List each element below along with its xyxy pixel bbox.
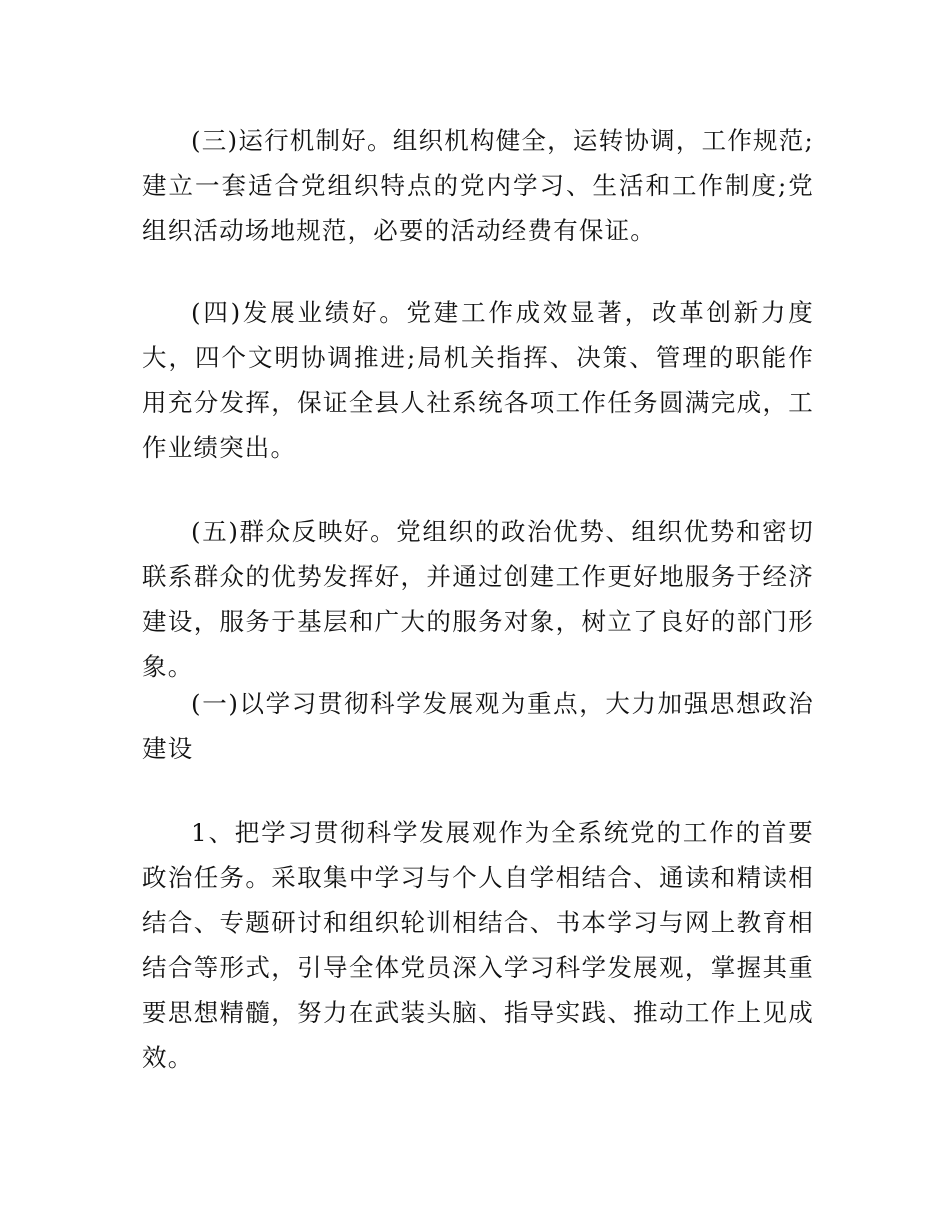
paragraph-study-item-1: 1、把学习贯彻科学发展观作为全系统党的工作的首要政治任务。采取集中学习与个人自学相结合、通读和精读相结合、专题研讨和组织轮训相结合、书本学习与网上教育相结合等形式，引导全体党员深入学习科学发展观，掌握其重要思想精髓，努力在武装头脑、指导实践、推动工作上见成效。 <box>142 818 814 1072</box>
paragraph-development-performance: (四)发展业绩好。党建工作成效显著，改革创新力度大，四个文明协调推进;局机关指挥、决策、管理的职能作用充分发挥，保证全县人社系统各项工作任务圆满完成，工作业绩突出。 <box>142 298 814 462</box>
paragraph-operating-mechanism: (三)运行机制好。组织机构健全，运转协调，工作规范;建立一套适合党组织特点的党内学习、生活和工作制度;党组织活动场地规范，必要的活动经费有保证。 <box>142 126 814 245</box>
section-heading-ideological-building: (一)以学习贯彻科学发展观为重点，大力加强思想政治建设 <box>142 689 814 763</box>
paragraph-public-feedback: (五)群众反映好。党组织的政治优势、组织优势和密切联系群众的优势发挥好，并通过创建工作更好地服务于经济建设，服务于基层和广大的服务对象，树立了良好的部门形象。 <box>142 517 814 681</box>
